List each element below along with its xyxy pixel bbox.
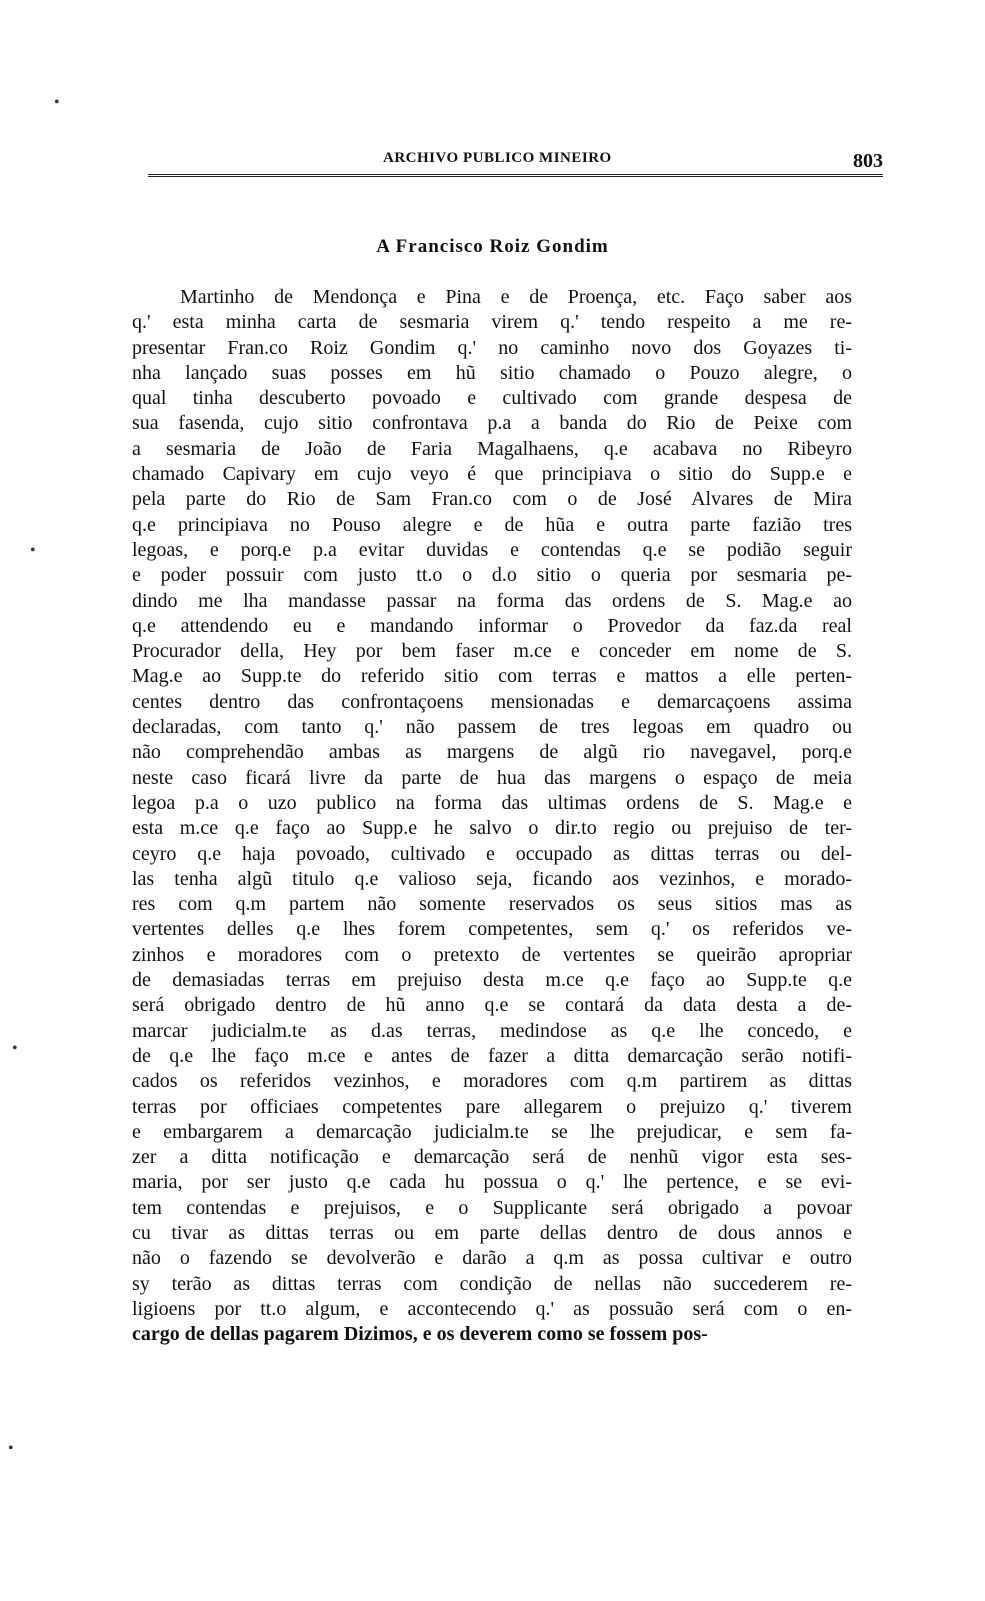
body-text bbox=[132, 285, 852, 1347]
page-number: 803 bbox=[853, 150, 883, 172]
scan-speck: • bbox=[8, 1440, 14, 1457]
running-head: ARCHIVO PUBLICO MINEIRO bbox=[383, 150, 612, 166]
text-line: q.e attendendo eu e mandando informar o Provedor da faz.da real bbox=[132, 614, 852, 637]
text-line: cargo de dellas pagarem Dizimos, e os deverem como se fossem pos- bbox=[132, 1323, 708, 1346]
text-line: qual tinha descuberto povoado e cultivado com grande despesa de bbox=[132, 387, 852, 410]
text-line: não o fazendo se devolverão e darão a q.m as possa cultivar e outro bbox=[132, 1247, 852, 1270]
text-line: e embargarem a demarcação judicialm.te se lhe prejudicar, e sem fa- bbox=[132, 1120, 852, 1143]
text-line: marcar judicialm.te as d.as terras, medindose as q.e lhe concedo, e bbox=[132, 1019, 852, 1042]
text-line: Mag.e ao Supp.te do referido sitio com terras e mattos a elle perten- bbox=[132, 665, 852, 688]
text-line: sua fasenda, cujo sitio confrontava p.a a banda do Rio de Peixe com bbox=[132, 412, 852, 435]
text-line: sy terão as dittas terras com condição de nellas não succederem re- bbox=[132, 1272, 852, 1295]
header-rule bbox=[148, 174, 883, 177]
text-line: esta m.ce q.e faço ao Supp.e he salvo o dir.to regio ou prejuiso de ter- bbox=[132, 817, 852, 840]
text-line: não comprehendão ambas as margens de algũ rio navegavel, porq.e bbox=[132, 741, 852, 764]
page-header bbox=[148, 148, 883, 188]
text-line: neste caso ficará livre da parte de hua das margens o espaço de meia bbox=[132, 766, 852, 789]
section-title: A Francisco Roiz Gondim bbox=[376, 236, 609, 257]
text-line: res com q.m partem não somente reservados os seus sitios mas as bbox=[132, 893, 852, 916]
text-line: q.' esta minha carta de sesmaria virem q.' tendo respeito a me re- bbox=[132, 311, 852, 334]
text-line: q.e principiava no Pouso alegre e de hũa e outra parte fazião tres bbox=[132, 513, 852, 536]
scan-speck: • bbox=[54, 94, 60, 111]
text-line: pela parte do Rio de Sam Fran.co com o de José Alvares de Mira bbox=[132, 488, 852, 511]
text-line: Martinho de Mendonça e Pina e de Proença, etc. Faço saber aos bbox=[180, 286, 852, 308]
text-line: ceyro q.e haja povoado, cultivado e occupado as dittas terras ou del- bbox=[132, 842, 852, 865]
text-line: nha lançado suas posses em hũ sitio chamado o Pouzo alegre, o bbox=[132, 361, 852, 384]
text-line: declaradas, com tanto q.' não passem de tres legoas em quadro ou bbox=[132, 716, 852, 739]
text-line: dindo me lha mandasse passar na forma das ordens de S. Mag.e ao bbox=[132, 589, 852, 612]
text-line: de demasiadas terras em prejuiso desta m.ce q.e faço ao Supp.te q.e bbox=[132, 969, 852, 992]
text-line: cu tivar as dittas terras ou em parte dellas dentro de dous annos e bbox=[132, 1221, 852, 1244]
text-line: presentar Fran.co Roiz Gondim q.' no caminho novo dos Goyazes ti- bbox=[132, 336, 852, 359]
text-line: de q.e lhe faço m.ce e antes de fazer a ditta demarcação serão notifi- bbox=[132, 1044, 852, 1067]
text-line: legoas, e porq.e p.a evitar duvidas e contendas q.e se podião seguir bbox=[132, 538, 852, 561]
text-line: cados os referidos vezinhos, e moradores com q.m partirem as dittas bbox=[132, 1070, 852, 1093]
text-line: terras por officiaes competentes pare allegarem o prejuizo q.' tiverem bbox=[132, 1095, 852, 1118]
text-line: vertentes delles q.e lhes forem competentes, sem q.' os referidos ve- bbox=[132, 918, 852, 941]
text-line: legoa p.a o uzo publico na forma das ultimas ordens de S. Mag.e e bbox=[132, 791, 852, 814]
text-line: a sesmaria de João de Faria Magalhaens, q.e acabava no Ribeyro bbox=[132, 437, 852, 460]
text-line: será obrigado dentro de hũ anno q.e se contará da data desta a de- bbox=[132, 994, 852, 1017]
text-line: maria, por ser justo q.e cada hu possua o q.' lhe pertence, e se evi- bbox=[132, 1171, 852, 1194]
text-line: chamado Capivary em cujo veyo é que principiava o sitio do Supp.e e bbox=[132, 463, 852, 486]
text-line: tem contendas e prejuisos, e o Supplicante será obrigado a povoar bbox=[132, 1196, 852, 1219]
text-line: zer a ditta notificação e demarcação será de nenhũ vigor esta ses- bbox=[132, 1146, 852, 1169]
scan-speck: • bbox=[30, 542, 36, 559]
text-line: zinhos e moradores com o pretexto de vertentes se queirão apropriar bbox=[132, 943, 852, 966]
text-line: Procurador della, Hey por bem faser m.ce e conceder em nome de S. bbox=[132, 640, 852, 663]
text-line: las tenha algũ titulo q.e valioso seja, ficando aos vezinhos, e morado- bbox=[132, 867, 852, 890]
text-line: ligioens por tt.o algum, e accontecendo q.' as possuão será com o en- bbox=[132, 1297, 852, 1320]
scan-speck: • bbox=[12, 1040, 18, 1057]
text-line: e poder possuir com justo tt.o o d.o sitio o queria por sesmaria pe- bbox=[132, 564, 852, 587]
text-line: centes dentro das confrontaçoens mensionadas e demarcaçoens assima bbox=[132, 690, 852, 713]
